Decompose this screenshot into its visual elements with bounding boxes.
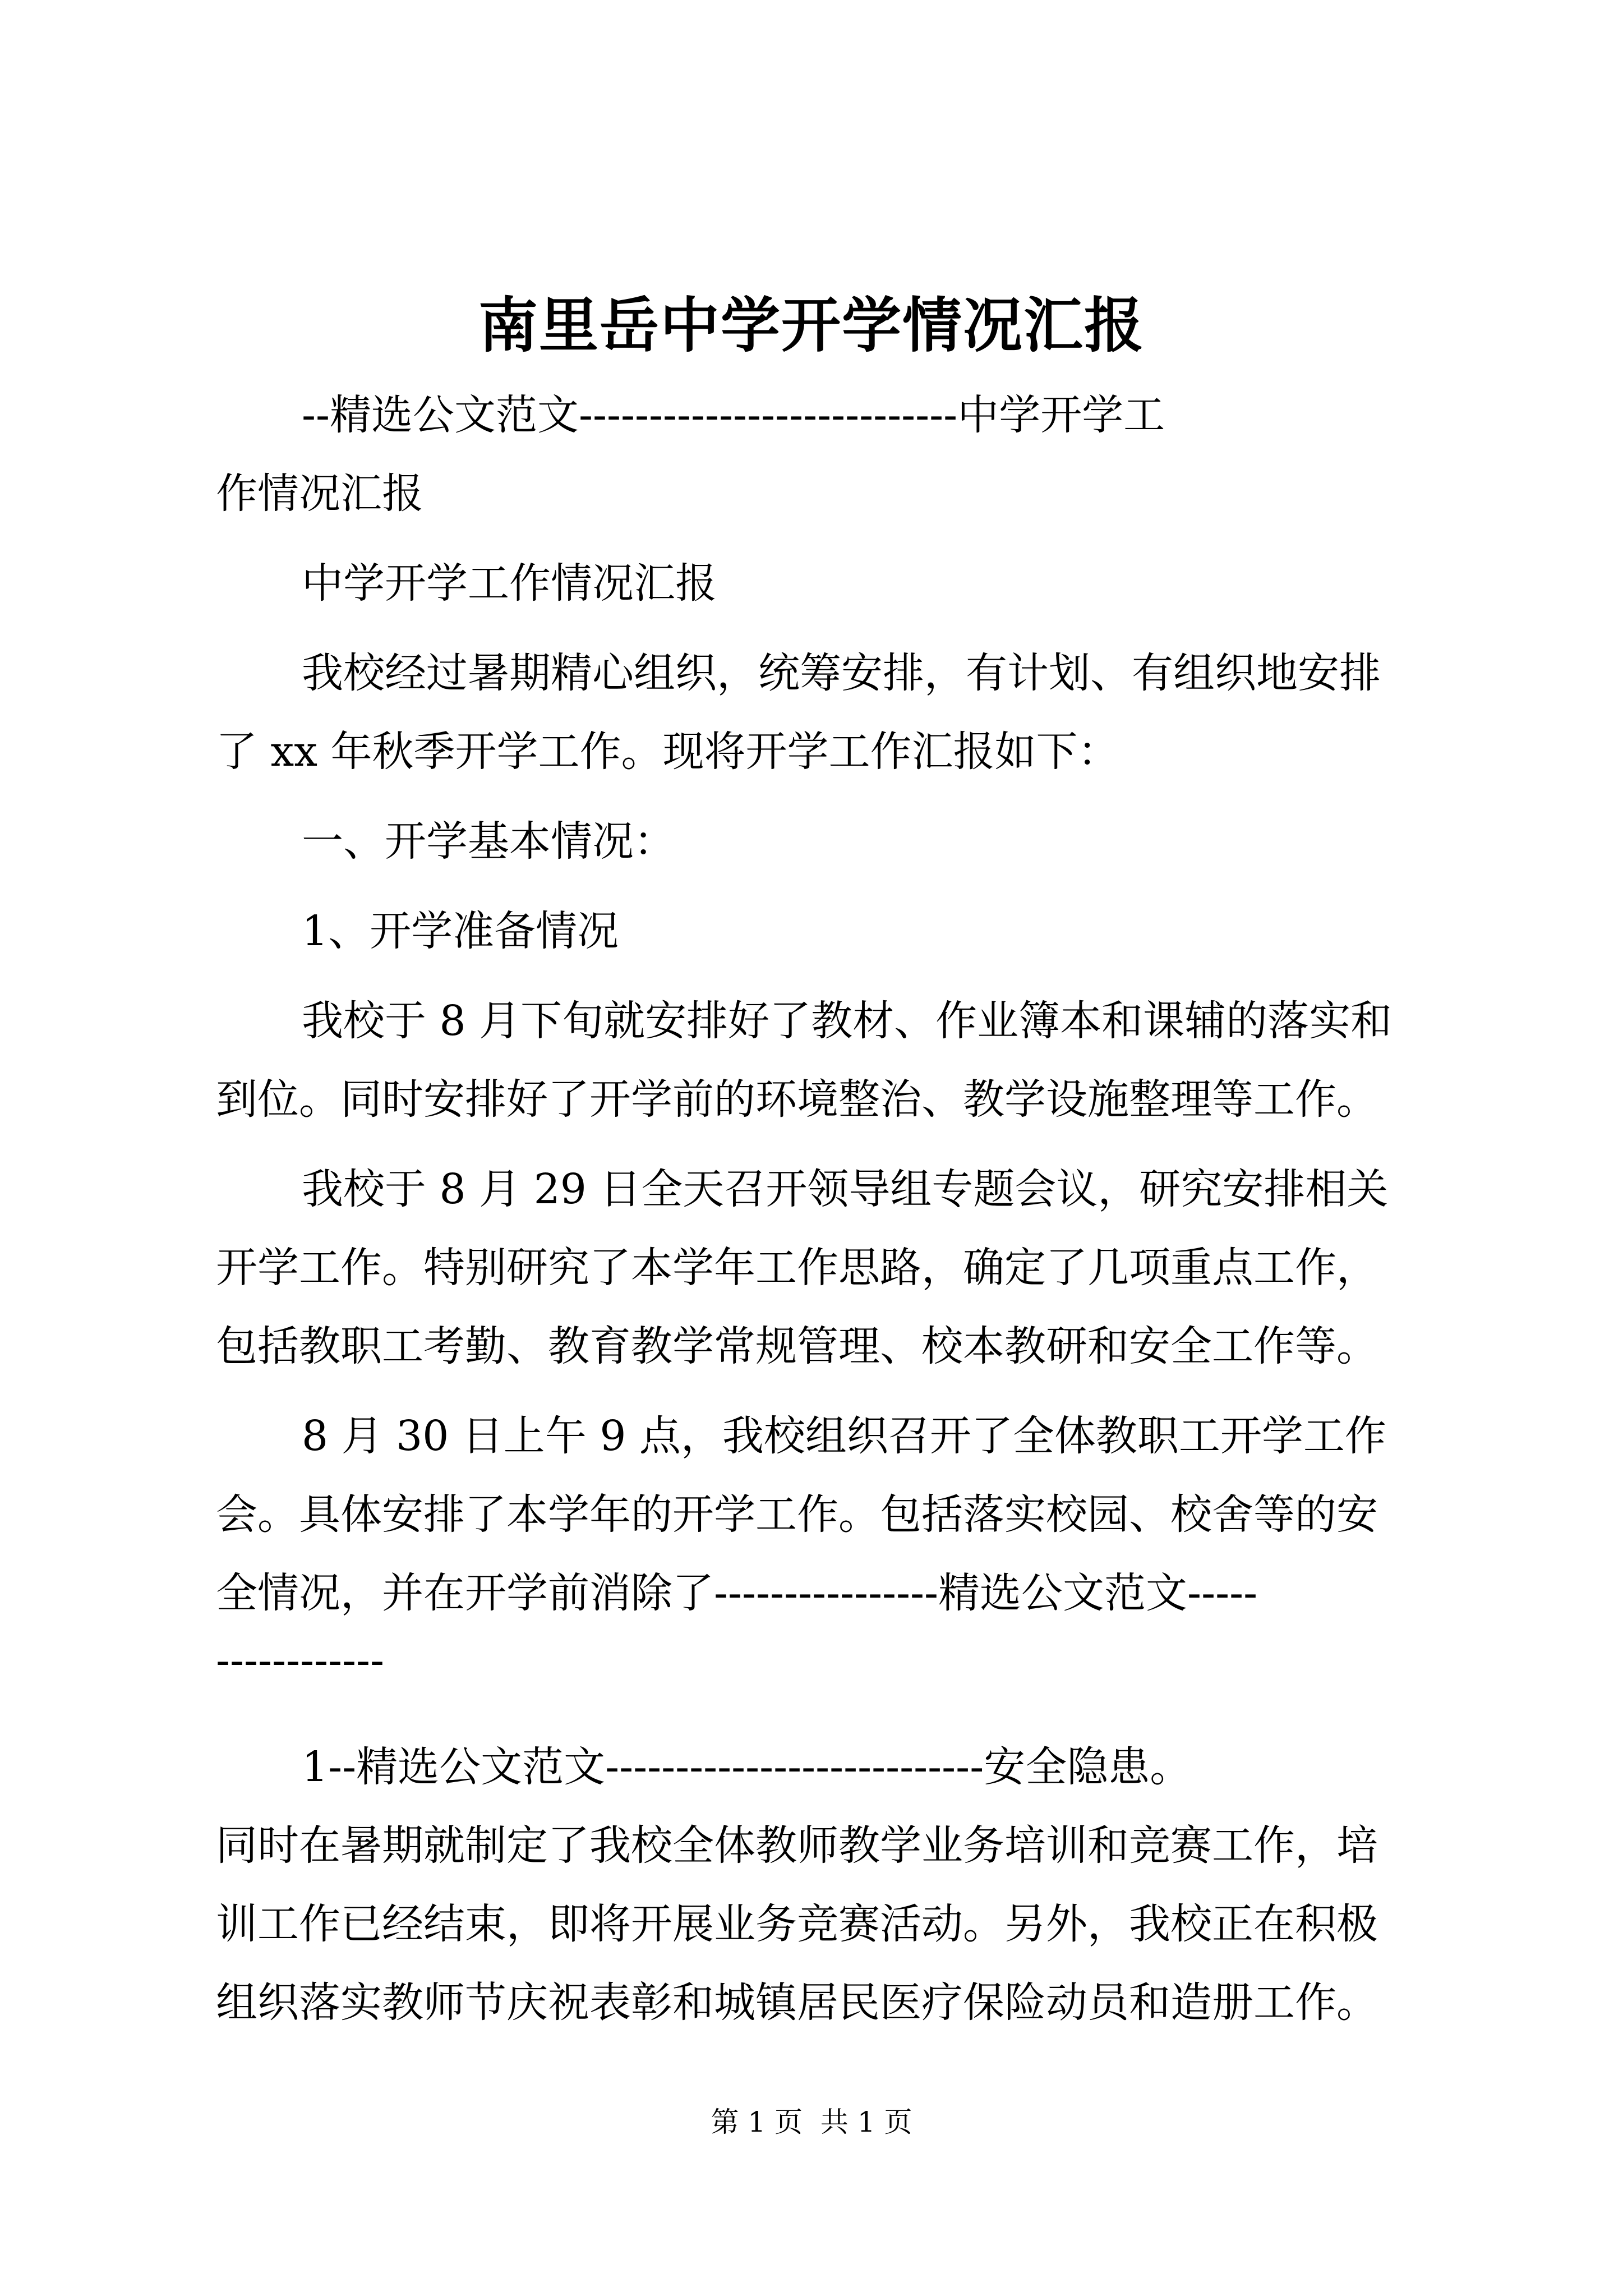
text-line: 一、开学基本情况： [302, 817, 675, 866]
text-line: 作情况汇报 [216, 470, 423, 518]
text-line: 到位。同时安排好了开学前的环境整治、教学设施整理等工作。 [216, 1075, 1378, 1124]
text-line: 中学开学工作情况汇报 [302, 559, 717, 608]
text-line: --精选公文范文---------------------------中学开学工 [302, 391, 1165, 439]
text-line: ------------ [216, 1636, 385, 1685]
text-line: 我校于 8 月 29 日全天召开领导组专题会议，研究安排相关 [302, 1165, 1389, 1213]
text-line: 1--精选公文范文---------------------------安全隐患。 [302, 1743, 1192, 1791]
text-line: 同时在暑期就制定了我校全体教师教学业务培训和竞赛工作，培 [216, 1821, 1378, 1870]
text-line: 全情况，并在开学前消除了----------------精选公文范文----- [216, 1569, 1258, 1617]
text-line: 开学工作。特别研究了本学年工作思路，确定了几项重点工作， [216, 1244, 1378, 1292]
text-line: 会。具体安排了本学年的开学工作。包括落实校园、校舍等的安 [216, 1490, 1378, 1539]
text-line: 1、开学准备情况 [302, 907, 619, 955]
text-line: 组织落实教师节庆祝表彰和城镇居民医疗保险动员和造册工作。 [216, 1978, 1378, 2027]
text-line: 我校于 8 月下旬就安排好了教材、作业簿本和课辅的落实和 [302, 997, 1393, 1045]
text-line: 包括教职工考勤、教育教学常规管理、校本教研和安全工作等。 [216, 1322, 1378, 1370]
document-title: 南里岳中学开学情况汇报 [478, 290, 1145, 360]
text-line: 了 xx 年秋季开学工作。现将开学工作汇报如下： [216, 728, 1119, 776]
text-line: 8 月 30 日上午 9 点，我校组织召开了全体教职工开学工作 [302, 1412, 1386, 1460]
page-footer: 第 1 页 共 1 页 [711, 2106, 912, 2138]
text-line: 我校经过暑期精心组织，统筹安排，有计划、有组织地安排 [302, 649, 1381, 697]
text-line: 训工作已经结束，即将开展业务竞赛活动。另外，我校正在积极 [216, 1900, 1378, 1948]
